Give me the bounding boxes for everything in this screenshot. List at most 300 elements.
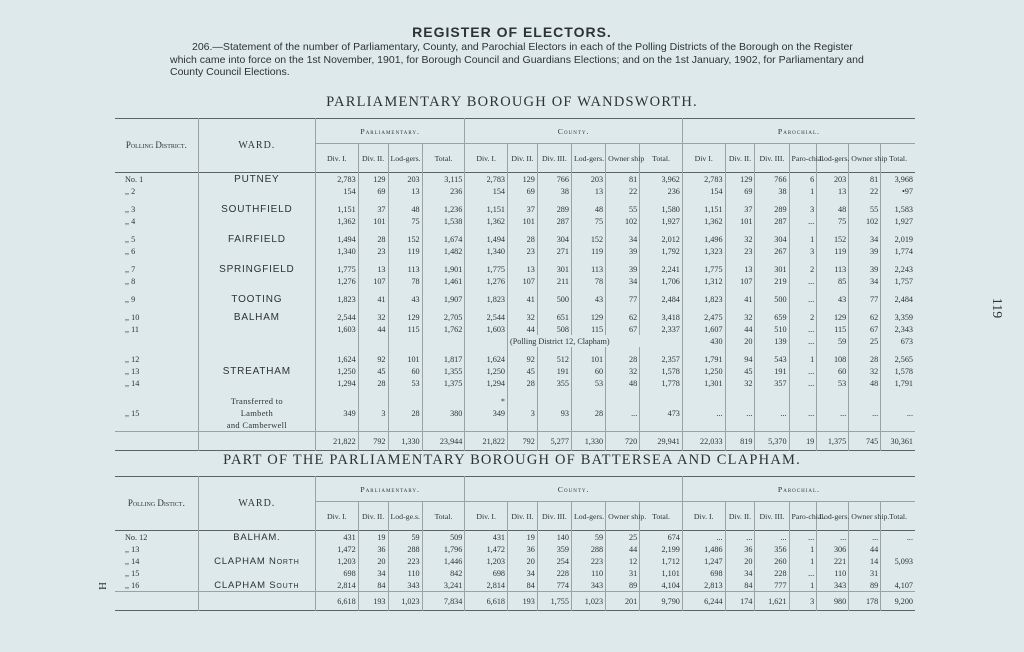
battersea-title: PART OF THE PARLIAMENTARY BOROUGH OF BATTERSEA AND CLAPHAM. [223,452,801,468]
value-cell: 14 [849,555,881,567]
value-cell: 1,340 [316,245,359,257]
value-cell [849,419,881,432]
value-cell: 777 [755,579,789,592]
value-cell: 359 [537,543,571,555]
value-cell: 5,093 [894,556,913,566]
value-cell: 93 [537,407,571,419]
value-cell [422,335,465,347]
value-cell: 1,757 [894,276,913,286]
value-cell: 43 [817,293,849,305]
value-cell: 1,624 [465,353,508,365]
polling-district-cell: ,, 12 [115,353,198,365]
value-cell: 31 [849,567,881,579]
col-div1: Div. I. [465,502,508,531]
value-cell: 102 [606,215,640,227]
value-cell: 69 [358,185,388,197]
value-cell: 2 [789,263,817,275]
total-cell: 193 [508,592,538,611]
value-cell: 3,241 [422,579,465,592]
value-cell: ... [789,531,817,544]
value-cell: 1,578 [894,366,913,376]
value-cell: 1,362 [682,215,725,227]
value-cell: 1,496 [682,233,725,245]
ward-cell [198,275,315,287]
value-cell: 1,494 [316,233,359,245]
value-cell: 1,323 [682,245,725,257]
value-cell: 23 [725,245,755,257]
col-div3: Div. III. [755,144,789,173]
value-cell: 1,486 [682,543,725,555]
value-cell: 34 [725,567,755,579]
value-cell: 1,362 [316,215,359,227]
col-ownership: Owner ship [606,144,640,173]
value-cell: 119 [817,245,849,257]
value-cell: ... [789,275,817,287]
value-cell: 13 [358,263,388,275]
value-cell: ... [906,408,913,418]
value-cell [849,395,881,407]
value-cell: 512 [537,353,571,365]
value-cell: 304 [537,233,571,245]
signature-mark: H [95,582,108,590]
ward-cell [198,353,315,365]
ward-cell: CLAPHAM South [198,579,315,592]
polling-district-cell: ,, 11 [115,323,198,335]
value-cell: 85 [817,275,849,287]
value-cell: 60 [571,365,605,377]
value-cell: 108 [817,353,849,365]
value-cell: ... [906,532,913,542]
value-cell: 3 [789,203,817,215]
col-div3: Div. III. [537,144,571,173]
value-cell: ... [849,531,881,544]
value-cell: 306 [817,543,849,555]
value-cell: 23 [508,245,538,257]
value-cell: 3 [508,407,538,419]
value-cell: 101 [358,215,388,227]
value-cell: 236 [640,185,683,197]
value-cell: 113 [571,263,605,275]
value-cell [388,395,422,407]
value-cell: 28 [849,353,881,365]
group-parliamentary: Parliamentary. [316,119,465,144]
total-cell: 5,277 [537,432,571,451]
value-cell: 32 [725,377,755,389]
value-cell: 254 [537,555,571,567]
polling-district-cell [115,419,198,432]
value-cell: ... [817,531,849,544]
value-cell [881,395,915,407]
value-cell: 20 [725,335,755,347]
value-cell: 1,340 [465,245,508,257]
value-cell: 651 [537,311,571,323]
value-cell: 223 [388,555,422,567]
value-cell: 1,151 [465,203,508,215]
total-cell: 7,834 [422,592,465,611]
value-cell: 28 [358,233,388,245]
value-cell: 228 [537,567,571,579]
value-cell: 152 [817,233,849,245]
value-cell: 1,151 [682,203,725,215]
table-row [115,531,915,544]
value-cell: 288 [571,543,605,555]
value-cell: 1,578 [640,365,683,377]
value-cell: 41 [358,293,388,305]
value-cell: 23 [358,245,388,257]
ward-cell: Transferred to [198,395,315,407]
value-cell: 115 [571,323,605,335]
value-cell: 1,494 [465,233,508,245]
value-cell: 154 [316,185,359,197]
total-cell: 6,618 [316,592,359,611]
value-cell: 3,359 [894,312,913,322]
value-cell: 698 [316,567,359,579]
value-cell [881,419,915,432]
value-cell: 304 [755,233,789,245]
value-cell [755,395,789,407]
value-cell: 101 [508,215,538,227]
value-cell: 2,544 [465,311,508,323]
value-cell [465,419,508,432]
value-cell: 37 [508,203,538,215]
value-cell: 2,814 [316,579,359,592]
value-cell: 89 [849,579,881,592]
value-cell: 349 [465,407,508,419]
ward-cell: BALHAM. [198,531,315,544]
value-cell: 48 [817,203,849,215]
value-cell [682,419,725,432]
page-number: 119 [989,297,1005,319]
value-cell: ... [789,293,817,305]
polling-district-cell: ,, 13 [115,543,198,555]
value-cell [316,419,359,432]
ward-cell: CLAPHAM North [198,555,315,567]
value-cell: 1,674 [422,233,465,245]
wandsworth-table [115,118,915,451]
total-cell: 3 [789,592,817,611]
value-cell: 41 [725,293,755,305]
value-cell: 69 [508,185,538,197]
total-cell: 792 [358,432,388,451]
value-cell: 349 [316,407,359,419]
value-cell: 36 [508,543,538,555]
value-cell: ... [789,215,817,227]
value-cell: 152 [571,233,605,245]
ward-cell: and Camberwell [198,419,315,432]
col-ward: WARD. [198,119,315,173]
polling-district-cell: ,, 16 [115,579,198,592]
value-cell: 1,101 [640,567,683,579]
value-cell: 356 [755,543,789,555]
value-cell: 1,927 [894,216,913,226]
polling-district-cell: ,, 6 [115,245,198,257]
value-cell [725,395,755,407]
value-cell: 55 [849,203,881,215]
value-cell: 53 [817,377,849,389]
value-cell: 101 [571,353,605,365]
value-cell: 115 [817,323,849,335]
value-cell: 20 [358,555,388,567]
col-lodgers: Lod-gers. [388,144,422,173]
value-cell: 1,247 [682,555,725,567]
value-cell: 59 [817,335,849,347]
value-cell: 53 [388,377,422,389]
value-cell: 842 [422,567,465,579]
value-cell: 19 [358,531,388,544]
value-cell: 38 [755,185,789,197]
value-cell [817,419,849,432]
value-cell: 77 [849,293,881,305]
value-cell: 3 [358,407,388,419]
ward-cell: SPRINGFIELD [198,263,315,275]
value-cell: 1,250 [682,365,725,377]
value-cell: 203 [817,173,849,186]
value-cell: 48 [849,377,881,389]
total-cell: 5,370 [755,432,789,451]
value-cell: 3,418 [640,311,683,323]
value-cell: 84 [725,579,755,592]
col-div2: Div. II. [358,144,388,173]
value-cell [640,419,683,432]
value-cell: 81 [849,173,881,186]
value-cell: 1,312 [682,275,725,287]
value-cell: 81 [606,173,640,186]
value-cell [388,419,422,432]
total-cell: 178 [849,592,881,611]
total-cell: 19 [789,432,817,451]
value-cell: 129 [817,311,849,323]
col-total: Total. [889,153,908,163]
value-cell: 38 [537,185,571,197]
value-cell [358,395,388,407]
table-row [115,311,915,323]
total-cell: 9,790 [640,592,683,611]
value-cell [606,395,640,407]
value-cell: 1 [789,579,817,592]
col-lodgers: Lod-gers. [571,502,605,531]
col-div2: Div. II. [725,144,755,173]
value-cell: 67 [606,323,640,335]
value-cell: 1,276 [316,275,359,287]
value-cell: 43 [388,293,422,305]
value-cell: 508 [537,323,571,335]
value-cell: ... [789,407,817,419]
value-cell: 1,276 [465,275,508,287]
value-cell: 1,607 [682,323,725,335]
value-cell: 45 [725,365,755,377]
col-total: Total. [640,502,683,531]
total-cell: 9,200 [881,592,915,611]
value-cell [789,395,817,407]
col-div2: Div. II. [725,502,755,531]
total-cell: 1,755 [537,592,571,611]
value-cell: 44 [725,323,755,335]
value-cell [316,395,359,407]
ward-cell [198,323,315,335]
polling-district-cell: ,, 4 [115,215,198,227]
col-lodgers: Lod-gers. [571,144,605,173]
polling-district-cell: ,, 15 [115,407,198,419]
value-cell: ... [682,407,725,419]
value-cell: 44 [508,323,538,335]
polling-district-cell: ,, 10 [115,311,198,323]
value-cell: 509 [422,531,465,544]
value-cell: 129 [725,173,755,186]
value-cell: 1,603 [465,323,508,335]
value-cell: 139 [755,335,789,347]
value-cell: 94 [725,353,755,365]
value-cell: 44 [849,543,881,555]
value-cell: 1,203 [316,555,359,567]
ward-cell: Lambeth [198,407,315,419]
value-cell: 13 [508,263,538,275]
value-cell: 1,603 [316,323,359,335]
col-polling-district: Polling District. [115,119,198,173]
total-label-cell [198,592,315,611]
value-cell: 129 [571,311,605,323]
value-cell [388,335,422,347]
value-cell [789,419,817,432]
note-cell: (Polling District 12, Clapham) [508,335,683,347]
value-cell: 473 [640,407,683,419]
value-cell: ... [755,407,789,419]
polling-district-cell [115,335,198,347]
total-row [115,592,915,611]
polling-district-cell: ,, 3 [115,203,198,215]
value-cell: 53 [571,377,605,389]
value-cell: 6 [789,173,817,186]
value-cell [817,395,849,407]
polling-district-cell: ,, 14 [115,377,198,389]
polling-district-cell: ,, 13 [115,365,198,377]
value-cell: 34 [849,275,881,287]
ward-cell: BALHAM [198,311,315,323]
value-cell: 28 [571,407,605,419]
value-cell: 19 [508,531,538,544]
value-cell: 1,774 [894,246,913,256]
col-total: Total. [422,144,465,173]
group-county: County. [465,477,683,502]
value-cell [606,419,640,432]
value-cell: 34 [358,567,388,579]
table-row [115,203,915,215]
value-cell: 115 [388,323,422,335]
value-cell: 260 [755,555,789,567]
table-row [115,263,915,275]
value-cell: 289 [537,203,571,215]
value-cell: 25 [849,335,881,347]
value-cell: 500 [755,293,789,305]
value-cell: 698 [465,567,508,579]
table-row [115,555,915,567]
total-cell: 745 [849,432,881,451]
total-cell: 6,618 [465,592,508,611]
value-cell: 3 [789,245,817,257]
value-cell: 2 [789,311,817,323]
col-ownership: Owner ship. [849,502,881,531]
value-cell: 62 [606,311,640,323]
value-cell: 39 [606,263,640,275]
value-cell: 380 [422,407,465,419]
col-total: Total. [422,502,465,531]
value-cell: 32 [725,233,755,245]
value-cell: 500 [537,293,571,305]
value-cell: 1,792 [640,245,683,257]
value-cell: 1,796 [422,543,465,555]
value-cell: 357 [755,377,789,389]
value-cell: 67 [849,323,881,335]
table-row [115,233,915,245]
value-cell: ... [849,407,881,419]
value-cell: 1,762 [422,323,465,335]
value-cell [465,335,508,347]
value-cell: 28 [358,377,388,389]
value-cell: 2,813 [682,579,725,592]
table-row [115,543,915,555]
value-cell: 1,203 [465,555,508,567]
value-cell: 37 [725,203,755,215]
value-cell: 228 [755,567,789,579]
intro-text: 206.—Statement of the number of Parliamentary, County, and Parochial Electors in each of the Polling Districts of the Borough on the Register which came into force on the 1st November, 1901, for Borough Council and Guardians Elections; and on the 1st January, 1902, for Parliamentary and County Council Elections. [170,41,864,78]
value-cell: 289 [755,203,789,215]
value-cell [508,395,538,407]
ward-cell [198,567,315,579]
table-row [115,365,915,377]
col-div2: Div. II. [508,144,538,173]
value-cell: 1,294 [316,377,359,389]
value-cell: 34 [606,233,640,245]
value-cell [682,395,725,407]
value-cell: 1,355 [422,365,465,377]
value-cell: 3,968 [894,174,913,184]
table-row [115,185,915,197]
col-div1: Div. I. [682,502,725,531]
value-cell: 2,019 [894,234,913,244]
value-cell: 84 [508,579,538,592]
table-row [115,407,915,419]
value-cell: 41 [508,293,538,305]
value-cell: ... [755,531,789,544]
value-cell: ... [789,567,817,579]
value-cell: 28 [508,377,538,389]
total-cell: 174 [725,592,755,611]
value-cell: 75 [571,215,605,227]
value-cell: 1,375 [422,377,465,389]
col-div2: Div. II. [508,502,538,531]
value-cell: * [465,395,508,407]
value-cell: 45 [358,365,388,377]
value-cell: 2,783 [465,173,508,186]
value-cell: 1,791 [894,378,913,388]
value-cell: 39 [849,263,881,275]
value-cell: 431 [316,531,359,544]
ward-cell: TOOTING [198,293,315,305]
value-cell: 1,583 [894,204,913,214]
value-cell: 2,544 [316,311,359,323]
table-row [115,335,915,347]
group-parochial: Parochial. [682,119,915,144]
value-cell: 343 [388,579,422,592]
value-cell: 39 [606,245,640,257]
value-cell: 60 [388,365,422,377]
value-cell: 191 [755,365,789,377]
ward-cell [198,377,315,389]
value-cell: 287 [537,215,571,227]
value-cell: •97 [901,186,913,196]
value-cell: 59 [388,531,422,544]
value-cell: 1,706 [640,275,683,287]
col-ward: WARD. [198,477,315,531]
